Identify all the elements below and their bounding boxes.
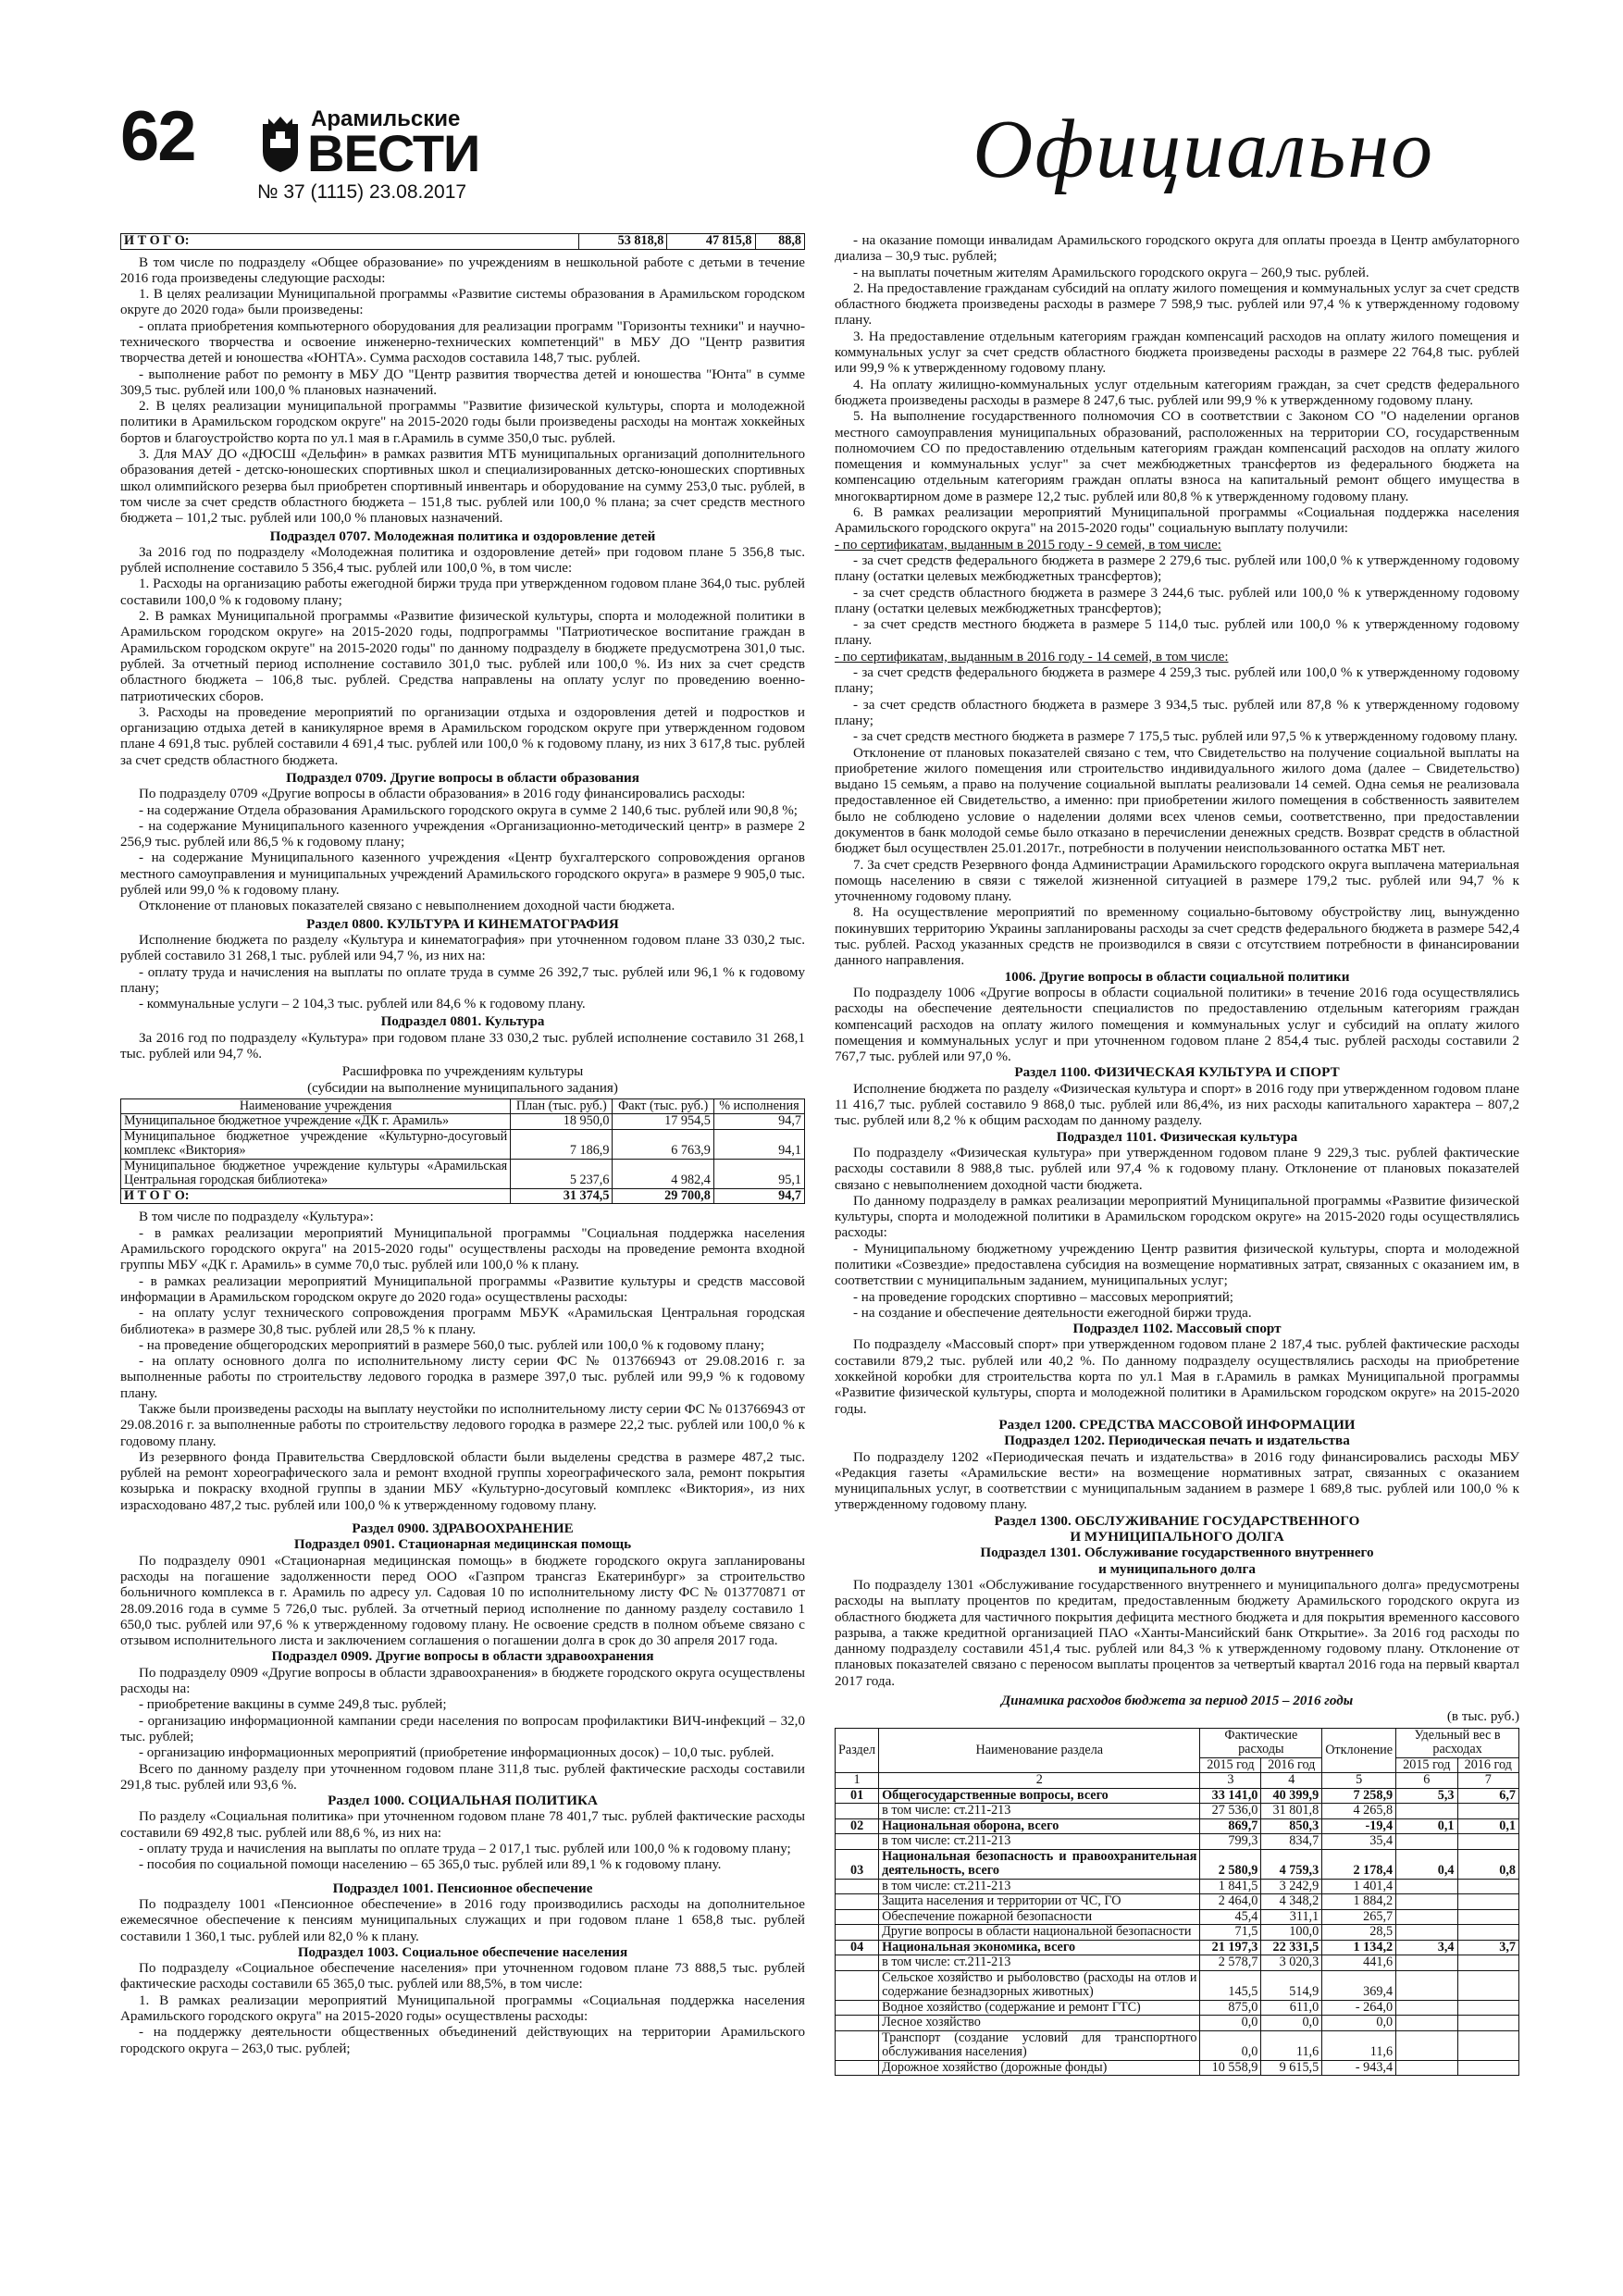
- section-title: Официально: [973, 104, 1434, 195]
- text-block-right-h: [835, 1450, 1519, 1514]
- table-cell: 7 186,9: [511, 1129, 613, 1159]
- heading-1100: Раздел 1100. ФИЗИЧЕСКАЯ КУЛЬТУРА И СПОРТ: [1014, 1065, 1340, 1081]
- top-total-table: [120, 233, 805, 250]
- table-row: [836, 1804, 1519, 1819]
- text-block-left-e: [120, 1031, 805, 1063]
- heading-0900: Раздел 0900. ЗДРАВООХРАНЕНИЕ: [352, 1521, 574, 1537]
- paragraph: 4. На оплату жилищно-коммунальных услуг отдельным категориям граждан, за счет средств федерального бюджета произведены расходы в размере 8 247,6 тыс. рублей или 99,9 % к утвержденному годовому плану.: [835, 377, 1519, 408]
- table-cell: Муниципальное бюджетное учреждение «Культурно-досуговый комплекс «Виктория»: [121, 1129, 511, 1159]
- table-cell: [1396, 2000, 1457, 2016]
- paragraph: - коммунальные услуги – 2 104,3 тыс. рублей или 84,6 % к годовому плану.: [139, 997, 586, 1012]
- table-row: [836, 1788, 1519, 1804]
- top-total-v2: 47 815,8: [667, 234, 755, 250]
- paragraph: 5. На выполнение государственного полномочия СО в соответствии с Законом СО "О наделении органов местного самоуправления муниципальных образований, расположенных на территории СО, государственным полномочием СО по предоставлению отдельным категориям граждан компенсаций расходов на оплату жилого помещения и коммунальных услуг" за счет межбюджетных трансфертов из федерального бюджета на компенсацию отдельным категориям граждан оплаты взноса на капитальный ремонт общего имущества в многоквартирном доме в размере 12,2 тыс. рублей или 80,8 % к утвержденному годовому плану.: [835, 409, 1519, 504]
- paragraph: - на проведение городских спортивно – массовых мероприятий;: [853, 1289, 1234, 1305]
- text-block-left-k: [120, 1961, 805, 2057]
- table-cell: 0,0: [1200, 2016, 1261, 2031]
- paragraph: 8. На осуществление мероприятий по временному социально-бытовому обустройству лиц, вынужденно покинувших территорию Украины запланированы расходы за счет средств федерального бюджета в размере 542,4 тыс. рублей. Расход указанных средств не производился в связи с отсутствием потребности в финансировании данного направления.: [835, 905, 1519, 969]
- table-cell: 311,1: [1261, 1909, 1322, 1925]
- table-cell: 21 197,3: [1200, 1940, 1261, 1955]
- paragraph: - на поддержку деятельности общественных объединений действующих на территории Арамильского городского округа – 263,0 тыс. рублей;: [120, 2025, 805, 2056]
- table-cell: в том числе: ст.211-213: [879, 1804, 1200, 1819]
- table-cell: Защита населения и территории от ЧС, ГО: [879, 1894, 1200, 1910]
- heading-1300-line2: И МУНИЦИПАЛЬНОГО ДОЛГА: [1070, 1530, 1284, 1545]
- table-cell: Транспорт (создание условий для транспортного обслуживания населения): [879, 2030, 1200, 2060]
- table-cell: 2 578,7: [1200, 1955, 1261, 1971]
- dyn-colnum: 3: [1200, 1773, 1261, 1789]
- culture-header-fact: Факт (тыс. руб.): [613, 1098, 713, 1114]
- table-cell: 1 841,5: [1200, 1879, 1261, 1894]
- paragraph: 1. В целях реализации Муниципальной программы «Развитие системы образования в Арамильском городском округе до 2020 года» были произведены:: [120, 287, 805, 318]
- culture-total-fact: 29 700,8: [613, 1188, 713, 1204]
- dyn-colnum: 4: [1261, 1773, 1322, 1789]
- table-cell: Другие вопросы в области национальной безопасности: [879, 1925, 1200, 1941]
- text-block-left-g: [120, 1554, 805, 1650]
- table-cell: в том числе: ст.211-213: [879, 1834, 1200, 1850]
- dyn-header-y2016: 2016 год: [1261, 1757, 1322, 1773]
- table-cell: [1396, 1834, 1457, 1850]
- table-cell: [1396, 1955, 1457, 1971]
- paragraph: 7. За счет средств Резервного фонда Администрации Арамильского городского округа выплачена материальная помощь населению в связи с тяжелой жизненной ситуацией в размере 179,2 тыс. рублей или 94,7 % к уточненному годовому плану.: [835, 857, 1519, 905]
- table-cell: Лесное хозяйство: [879, 2016, 1200, 2031]
- table-cell: [1396, 1909, 1457, 1925]
- table-row: [836, 1894, 1519, 1910]
- dyn-header-dev: Отклонение: [1322, 1728, 1396, 1773]
- paragraph: 1. В рамках реализации мероприятий Муниципальной программы «Социальная поддержка населения Арамильского городского округа" на 2015-2020 годы» осуществлены расходы:: [120, 1992, 805, 2024]
- text-block-right-a: [835, 233, 1519, 538]
- heading-1202: Подраздел 1202. Периодическая печать и издательства: [1004, 1433, 1350, 1449]
- paragraph: За 2016 год по подразделу «Культура» при годовом плане 33 030,2 тыс. рублей исполнение составило 31 268,1 тыс. рублей или 94,7 %.: [120, 1030, 805, 1062]
- dyn-header-razdel: Раздел: [836, 1728, 879, 1773]
- table-row: [836, 2060, 1519, 2076]
- table-cell: 45,4: [1200, 1909, 1261, 1925]
- heading-1101: Подраздел 1101. Физическая культура: [1056, 1129, 1298, 1145]
- dyn-header-s2015: 2015 год: [1396, 1757, 1457, 1773]
- paragraph: По подразделу 1001 «Пенсионное обеспечение» в 2016 году производились расходы на дополнительное ежемесячное обеспечение к пенсиям муниципальных служащих и при годовом плане 1 658,8 тыс. рублей составили 1 360,1 тыс. рублей или 82,0 % к плану.: [120, 1896, 805, 1944]
- table-cell: - 943,4: [1322, 2060, 1396, 2076]
- table-cell: 4 759,3: [1261, 1849, 1322, 1879]
- paragraph: - в рамках реализации мероприятий Муниципальной программы "Социальная поддержка населения Арамильского городского округа" на 2015-2020 годы" осуществлены расходы на проведение ремонта входной группы МБУ «ДК г. Арамиль» в сумме 70,0 тыс. рублей или 100,0 % к плану.: [120, 1225, 805, 1273]
- table-cell: 04: [836, 1940, 879, 1955]
- table-cell: [1457, 2030, 1518, 2060]
- paragraph: 2. В целях реализации муниципальной программы "Развитие физической культуры, спорта и молодежной политики в Арамильском городском округе" на 2015-2020 годы были произведены расходы на монтаж хоккейных бортов и благоустройство корта по ул.1 мая в г.Арамиль в сумме 350,0 тыс. рублей.: [120, 399, 805, 446]
- table-cell: 4 982,4: [613, 1159, 713, 1188]
- table-cell: 1 884,2: [1322, 1894, 1396, 1910]
- table-cell: 28,5: [1322, 1925, 1396, 1941]
- table-cell: [1457, 1834, 1518, 1850]
- paragraph: - выполнение работ по ремонту в МБУ ДО "Центр развития творчества детей и юношества "Юнта" в сумме 309,5 тыс. рублей или 100,0 % плановых назначений.: [120, 366, 805, 398]
- dyn-colnum: 6: [1396, 1773, 1457, 1789]
- heading-0800: Раздел 0800. КУЛЬТУРА И КИНЕМАТОГРАФИЯ: [306, 916, 619, 932]
- table-cell: 0,0: [1261, 2016, 1322, 2031]
- table-row: [121, 1129, 805, 1159]
- paragraph: По подразделу 0909 «Другие вопросы в области здравоохранения» в бюджете городского округа осуществлены расходы на:: [120, 1665, 805, 1697]
- table-cell: 869,7: [1200, 1818, 1261, 1834]
- table-cell: [1396, 2016, 1457, 2031]
- paragraph: По подразделу «Физическая культура» при утвержденном годовом плане 9 229,3 тыс. рублей фактические расходы составили 8 988,8 тыс. рублей или 97,4 % к годовому плану. Отклонение от плановых показателей связано с невыполнением доходной части бюджета.: [835, 1145, 1519, 1193]
- table-cell: Обеспечение пожарной безопасности: [879, 1909, 1200, 1925]
- masthead: [120, 97, 1508, 203]
- dyn-colnum: 5: [1322, 1773, 1396, 1789]
- paragraph: - пособия по социальной помощи населению – 65 365,0 тыс. рублей или 89,1 % к годовому плану.: [139, 1857, 722, 1873]
- table-row: [836, 2016, 1519, 2031]
- table-cell: 0,8: [1457, 1849, 1518, 1879]
- dyn-header-name: Наименование раздела: [879, 1728, 1200, 1773]
- table-cell: Национальная безопасность и правоохранительная деятельность, всего: [879, 1849, 1200, 1879]
- dynamics-units: (в тыс. руб.): [1446, 1709, 1519, 1725]
- paragraph: - на содержание Муниципального казенного учреждения «Организационно-методический центр» в размере 2 256,9 тыс. рублей или 86,5 % к годовому плану;: [120, 818, 805, 850]
- dynamics-caption: Динамика расходов бюджета за период 2015 – 2016 годы: [1000, 1694, 1354, 1709]
- paragraph: - организацию информационных мероприятий (приобретение информационных досок) – 10,0 тыс. рублей.: [139, 1745, 774, 1761]
- table-cell: 4 265,8: [1322, 1804, 1396, 1819]
- culture-total-label: И Т О Г О:: [121, 1188, 511, 1204]
- culture-header-pct: % исполнения: [713, 1098, 804, 1114]
- table-cell: [1457, 1909, 1518, 1925]
- table-cell: [1457, 1925, 1518, 1941]
- table-cell: [836, 1955, 879, 1971]
- table-row: [836, 2000, 1519, 2016]
- table-cell: 145,5: [1200, 1970, 1261, 2000]
- paragraph: - на оплату услуг технического сопровождения программ МБУК «Арамильская Центральная городская библиотека» в размере 30,8 тыс. рублей или 28,5 % к плану.: [120, 1306, 805, 1337]
- paragraph: - в рамках реализации мероприятий Муниципальной программы «Развитие культуры и средств массовой информации в Арамильском городском округе до 2020 года» осуществлены расходы:: [120, 1273, 805, 1305]
- dyn-header-share: Удельный вес в расходах: [1396, 1728, 1519, 1757]
- table-cell: [836, 1925, 879, 1941]
- paragraph: 2. На предоставление гражданам субсидий на оплату жилого помещения и коммунальных услуг за счет средств областного бюджета произведены расходы в размере 7 598,9 тыс. рублей или 97,4 % к утвержденному годовому плану.: [835, 280, 1519, 329]
- table-cell: [836, 1894, 879, 1910]
- heading-0707: Подраздел 0707. Молодежная политика и оздоровление детей: [269, 528, 656, 544]
- paragraph: - за счет средств областного бюджета в размере 3 934,5 тыс. рублей или 87,8 % к утвержденному годовому плану;: [835, 697, 1519, 728]
- paragraph: По подразделу 0901 «Стационарная медицинская помощь» в бюджете городского округа запланированы расходы на погашение задолженности перед ООО «Газпром трансгаз Екатеринбург» за строительство больничного комплекса в г. Арамиль по адресу ул. Садовая 10 по исполнительному листу ФС № 013770871 от 28.09.2016 года в сумме 5 726,0 тыс. рублей. За отчетный период исполнение по данному разделу составило 1 650,0 тыс. рублей или 97,6 % к утвержденному годовому плану. Не освоение средств в полном объеме связано с отзывом исполнительного листа и заключением соглашения о погашении долга в срок до 30 апреля 2017 года.: [120, 1553, 805, 1649]
- text-block-left-d: [120, 933, 805, 1012]
- newspaper-logo: [259, 107, 481, 181]
- culture-caption-1: Расшифровка по учреждениям культуры: [341, 1064, 584, 1080]
- logo-top-text: Арамильские: [311, 106, 461, 131]
- text-block-left-b: [120, 545, 805, 769]
- left-column: [120, 233, 805, 2057]
- heading-1301-line2: и муниципального долга: [1098, 1561, 1256, 1577]
- certificates-2016: - по сертификатам, выданным в 2016 году - 14 семей, в том числе:: [835, 649, 1229, 664]
- table-cell: 369,4: [1322, 1970, 1396, 2000]
- table-cell: 9 615,5: [1261, 2060, 1322, 2076]
- table-cell: 2 178,4: [1322, 1849, 1396, 1879]
- table-cell: 71,5: [1200, 1925, 1261, 1941]
- table-cell: 17 954,5: [613, 1114, 713, 1130]
- culture-header-name: Наименование учреждения: [121, 1098, 511, 1114]
- right-column: [835, 233, 1519, 2076]
- text-block-left-a: [120, 255, 805, 527]
- table-cell: 33 141,0: [1200, 1788, 1261, 1804]
- logo-main-text: ВЕСТИ: [307, 124, 480, 182]
- table-cell: [1457, 1894, 1518, 1910]
- heading-1200: Раздел 1200. СРЕДСТВА МАССОВОЙ ИНФОРМАЦИИ: [998, 1417, 1356, 1433]
- table-cell: [836, 1970, 879, 2000]
- paragraph: - на оплату основного долга по исполнительному листу серии ФС № 013766943 от 29.08.2016 г. за выполненные работы по строительству ледового городка в размере 397,0 тыс. рублей или 99,9 % к годовому плану.: [120, 1354, 805, 1401]
- table-cell: Национальная экономика, всего: [879, 1940, 1200, 1955]
- table-cell: 27 536,0: [1200, 1804, 1261, 1819]
- heading-1006: 1006. Другие вопросы в области социальной политики: [1004, 969, 1350, 985]
- paragraph: - за счет средств местного бюджета в размере 5 114,0 тыс. рублей или 100,0 % к утвержденному годовому плану.: [835, 617, 1519, 649]
- heading-1003: Подраздел 1003. Социальное обеспечение населения: [297, 1944, 628, 1960]
- table-cell: 834,7: [1261, 1834, 1322, 1850]
- paragraph: 6. В рамках реализации мероприятий Муниципальной программы «Социальная поддержка населения Арамильского городского округа" на 2015-2020 годы" социальную выплату получили:: [835, 505, 1519, 537]
- culture-total-pct: 94,7: [713, 1188, 804, 1204]
- table-row: [836, 1909, 1519, 1925]
- table-cell: [836, 1804, 879, 1819]
- table-row: [836, 1834, 1519, 1850]
- paragraph: Отклонение от плановых показателей связано с тем, что Свидетельство на получение социальной выплаты на приобретение жилого помещения или строительство индивидуального жилого дома (далее – Свидетельство) выдано 15 семьям, а право на получение социальной выплаты реализовали 14 семей. Одна семья не реализовала предоставленное ей Свидетельство, а именно: при приобретении жилого помещения в собственность заявителем было не соблюдено условие о наделении долями всех членов семьи, соответственно, при предоставлении документов в банк молодой семье было отказано в перечислении денежных средств. Возврат средств в областной бюджет был осуществлен 25.01.2017г., потребности в получении неиспользованного остатка МБТ нет.: [835, 745, 1519, 857]
- table-cell: [1396, 2060, 1457, 2076]
- paragraph: По подразделу 1301 «Обслуживание государственного внутреннего и муниципального долга» предусмотрены расходы на выплату процентов по кредитам, предоставленным бюджету Арамильского городского округа из областного бюджета для частичного покрытия дефицита местного бюджета и для покрытия временного кассового разрыва, а также кредитной организацией ПАО «Ханты-Мансийский банк Открытие». За 2016 год расходы по данному подразделу составили 451,4 тыс. рублей или 84,3 % к утвержденному годовому плану. Отклонение от плановых показателей связано с переносом выплаты процентов за четвертый квартал 2016 года на первый квартал 2017 года.: [835, 1577, 1519, 1689]
- table-cell: 01: [836, 1788, 879, 1804]
- table-cell: 7 258,9: [1322, 1788, 1396, 1804]
- heading-1300-line1: Раздел 1300. ОБСЛУЖИВАНИЕ ГОСУДАРСТВЕННОГО: [994, 1513, 1360, 1529]
- table-cell: 1 401,4: [1322, 1879, 1396, 1894]
- paragraph: Из резервного фонда Правительства Свердловской области были выделены средства в размере 487,2 тыс. рублей на ремонт хореографического зала и ремонт входной группы хореографического зала, ремонт покрытия козырька и покраску входной группы в здании МБУ «Культурно-досуговый комплекс «Виктория», из них израсходовано 487,2 тыс. рублей или 100,0 % к утвержденному годовому плану.: [120, 1449, 805, 1513]
- heading-0801: Подраздел 0801. Культура: [380, 1014, 545, 1030]
- dyn-header-s2016: 2016 год: [1457, 1757, 1518, 1773]
- certificates-2015: - по сертификатам, выданным в 2015 году - 9 семей, в том числе:: [835, 537, 1221, 552]
- table-cell: [836, 1834, 879, 1850]
- table-cell: [1396, 1925, 1457, 1941]
- table-cell: 100,0: [1261, 1925, 1322, 1941]
- table-cell: 0,4: [1396, 1849, 1457, 1879]
- text-block-right-b: [835, 553, 1519, 650]
- table-cell: [1457, 1804, 1518, 1819]
- dyn-colnum: 2: [879, 1773, 1200, 1789]
- table-cell: в том числе: ст.211-213: [879, 1879, 1200, 1894]
- paragraph: По подразделу 1202 «Периодическая печать и издательства» в 2016 году финансировались расходы МБУ «Редакция газеты «Арамильские вести» на возмещение нормативных затрат, связанных с оказанием муниципальных услуг, в соответствии с муниципальным заданием в размере 1 689,8 тыс. рублей или 100,0 % к утвержденному годовому плану.: [835, 1449, 1519, 1513]
- text-block-right-i: [835, 1578, 1519, 1690]
- paragraph: Отклонение от плановых показателей связано с невыполнением доходной части бюджета.: [139, 899, 675, 914]
- table-cell: [1396, 1894, 1457, 1910]
- culture-table: [120, 1098, 805, 1205]
- heading-1000: Раздел 1000. СОЦИАЛЬНАЯ ПОЛИТИКА: [328, 1793, 598, 1809]
- table-cell: [836, 1909, 879, 1925]
- table-cell: [1396, 1970, 1457, 2000]
- table-cell: 03: [836, 1849, 879, 1879]
- paragraph: - за счет средств федерального бюджета в размере 4 259,3 тыс. рублей или 100,0 % к утвержденному годовому плану;: [835, 665, 1519, 697]
- table-cell: [1396, 2030, 1457, 2060]
- table-cell: 5,3: [1396, 1788, 1457, 1804]
- text-block-right-f: [835, 1146, 1519, 1322]
- table-cell: 94,1: [713, 1129, 804, 1159]
- table-cell: 850,3: [1261, 1818, 1322, 1834]
- table-cell: 2 580,9: [1200, 1849, 1261, 1879]
- table-cell: 0,1: [1457, 1818, 1518, 1834]
- text-block-right-g: [835, 1337, 1519, 1417]
- paragraph: - на создание и обеспечение деятельности ежегодной биржи труда.: [853, 1305, 1252, 1321]
- table-cell: Национальная оборона, всего: [879, 1818, 1200, 1834]
- table-cell: 31 801,8: [1261, 1804, 1322, 1819]
- text-block-left-j: [120, 1897, 805, 1945]
- table-cell: - 264,0: [1322, 2000, 1396, 2016]
- table-cell: 95,1: [713, 1159, 804, 1188]
- table-cell: [1457, 2060, 1518, 2076]
- table-cell: 0,0: [1200, 2030, 1261, 2060]
- page-number: 62: [120, 97, 195, 176]
- paragraph: - на проведение общегородских мероприятий в размере 560,0 тыс. рублей или 100,0 % к годовому плану;: [139, 1337, 765, 1353]
- paragraph: 3. Расходы на проведение мероприятий по организации отдыха и оздоровления детей и подростков и организацию отдыха детей в каникулярное время в Арамильском городском округе при утвержденном годовом плане 4 691,8 тыс. рублей составили 4 691,4 тыс. рублей или 100,0 % к годовому плану, из них 3 617,8 тыс. рублей за счет средств областного бюджета.: [120, 704, 805, 768]
- text-block-left-h: [120, 1666, 805, 1793]
- table-cell: 18 950,0: [511, 1114, 613, 1130]
- table-cell: [836, 2030, 879, 2060]
- table-row: [836, 1970, 1519, 2000]
- table-cell: 40 399,9: [1261, 1788, 1322, 1804]
- table-row: [836, 1849, 1519, 1879]
- table-cell: 22 331,5: [1261, 1940, 1322, 1955]
- paragraph: По данному подразделу в рамках реализации мероприятий Муниципальной программы «Развитие физической культуры, спорта и молодежной политики в Арамильском городском округе» на 2015-2020 годы осуществлялись расходы:: [835, 1193, 1519, 1241]
- table-cell: Водное хозяйство (содержание и ремонт ГТС): [879, 2000, 1200, 2016]
- paragraph: - на оказание помощи инвалидам Арамильского городского округа для оплаты проезда в Центр амбулаторного диализа – 30,9 тыс. рублей;: [835, 233, 1519, 265]
- paragraph: - Муниципальному бюджетному учреждению Центр развития физической культуры, спорта и молодежной политики «Созвездие» предоставлена субсидия на возмещение нормативных затрат, связанных с оказанием им, в соответствии с муниципальным заданием, муниципальных услуг;: [835, 1241, 1519, 1289]
- table-cell: 94,7: [713, 1114, 804, 1130]
- heading-1102: Подраздел 1102. Массовый спорт: [1072, 1322, 1282, 1337]
- table-cell: Сельское хозяйство и рыболовство (расходы на отлов и содержание безнадзорных животных): [879, 1970, 1200, 2000]
- table-cell: 4 348,2: [1261, 1894, 1322, 1910]
- paragraph: По подразделу «Массовый спорт» при утвержденном годовом плане 2 187,4 тыс. рублей фактические расходы составили 879,2 тыс. рублей или 40,2 %. По данному подразделу осуществлялись расходы на приобретение хоккейной коробки для строительства корта по ул.1 Мая в г.Арамиль в рамках Муниципальной программы «Развитие физической культуры, спорта и молодежной политики в Арамильском городском округе» на 2015-2020 годы.: [835, 1337, 1519, 1417]
- table-cell: Дорожное хозяйство (дорожные фонды): [879, 2060, 1200, 2076]
- heading-1301-line1: Подраздел 1301. Обслуживание государственного внутреннего: [980, 1545, 1374, 1561]
- top-total-v3: 88,8: [755, 234, 805, 250]
- paragraph: - за счет средств федерального бюджета в размере 2 279,6 тыс. рублей или 100,0 % к утвержденному годовому плану (остатки целевых межбюджетных трансфертов);: [835, 552, 1519, 585]
- paragraph: - оплата приобретения компьютерного оборудования для реализации программ "Горизонты техники" и научно-технического творчества и освоение инженерно-технических компетенций" в МБУ ДО "Центр развития творчества детей и юношества «ЮНТА». Сумма расходов составила 148,7 тыс. рублей.: [120, 318, 805, 366]
- paragraph: Исполнение бюджета по разделу «Культура и кинематография» при уточненном годовом плане 33 030,2 тыс. рублей составило 31 268,1 тыс. рублей или 94,7 %, из них на:: [120, 932, 805, 964]
- table-cell: [1457, 2000, 1518, 2016]
- text-block-right-d: [835, 986, 1519, 1065]
- issue-info: № 37 (1115) 23.08.2017: [257, 181, 467, 203]
- culture-header-plan: План (тыс. руб.): [511, 1098, 613, 1114]
- paragraph: - на выплаты почетным жителям Арамильского городского округа – 260,9 тыс. рублей.: [853, 265, 1369, 280]
- table-cell: [836, 1879, 879, 1894]
- table-row: [121, 1159, 805, 1188]
- table-cell: 35,4: [1322, 1834, 1396, 1850]
- paragraph: В том числе по подразделу «Культура»:: [139, 1210, 374, 1225]
- paragraph: 3. На предоставление отдельным категориям граждан компенсаций расходов на оплату жилого помещения и коммунальных услуг за счет средств областного бюджета произведены расходы в размере 22 764,8 тыс. рублей или 99,9 % к утвержденному годовому плану.: [835, 329, 1519, 377]
- text-block-left-c: [120, 787, 805, 914]
- paragraph: - организацию информационной кампании среди населения по вопросам профилактики ВИЧ-инфекций – 32,0 тыс. рублей;: [120, 1713, 805, 1744]
- table-cell: Муниципальное бюджетное учреждение культуры «Арамильская Центральная городская библиотека»: [121, 1159, 511, 1188]
- table-cell: [836, 2016, 879, 2031]
- text-block-left-f: [120, 1210, 805, 1514]
- paragraph: - оплату труда и начисления на выплаты по оплате труда в сумме 26 392,7 тыс. рублей или 96,1 % к годовому плану;: [120, 964, 805, 996]
- paragraph: Всего по данному разделу при уточненном годовом плане 311,8 тыс. рублей фактические расходы составили 291,8 тыс. рублей или 93,6 %.: [120, 1761, 805, 1793]
- dyn-header-fact: Фактические расходы: [1200, 1728, 1322, 1757]
- table-row: [836, 1955, 1519, 1971]
- paragraph: - на содержание Отдела образования Арамильского городского округа в сумме 2 140,6 тыс. рублей или 90,8 %;: [139, 802, 798, 818]
- table-cell: 3,4: [1396, 1940, 1457, 1955]
- top-total-label: И Т О Г О:: [121, 234, 579, 250]
- table-cell: 0,0: [1322, 2016, 1396, 2031]
- table-cell: 611,0: [1261, 2000, 1322, 2016]
- paragraph: - на содержание Муниципального казенного учреждения «Центр бухгалтерского сопровождения органов местного самоуправления и муниципальных учреждений Арамильского городского округа» в размере 9 905,0 тыс. рублей или 99,0 % к годовому плану.: [120, 850, 805, 899]
- table-cell: в том числе: ст.211-213: [879, 1955, 1200, 1971]
- table-row: [836, 2030, 1519, 2060]
- table-cell: 10 558,9: [1200, 2060, 1261, 2076]
- heading-1001: Подраздел 1001. Пенсионное обеспечение: [332, 1880, 593, 1896]
- table-cell: 3 020,3: [1261, 1955, 1322, 1971]
- paragraph: В том числе по подразделу «Общее образование» по учреждениям в нешкольной работе с детьми в течение 2016 года произведены следующие расходы:: [120, 254, 805, 286]
- table-cell: 441,6: [1322, 1955, 1396, 1971]
- table-cell: 514,9: [1261, 1970, 1322, 2000]
- table-cell: [836, 2060, 879, 2076]
- table-cell: [1457, 2016, 1518, 2031]
- table-cell: 6,7: [1457, 1788, 1518, 1804]
- text-block-left-i: [120, 1809, 805, 1873]
- table-row: [836, 1879, 1519, 1894]
- table-cell: Общегосударственные вопросы, всего: [879, 1788, 1200, 1804]
- heading-0709: Подраздел 0709. Другие вопросы в области образования: [286, 771, 639, 786]
- culture-caption-2: (субсидии на выполнение муниципального задания): [307, 1080, 618, 1096]
- table-row: [836, 1818, 1519, 1834]
- text-block-right-e: [835, 1082, 1519, 1130]
- table-cell: 11,6: [1322, 2030, 1396, 2060]
- paragraph: - за счет средств местного бюджета в размере 7 175,5 тыс. рублей или 97,5 % к утвержденному годовому плану.: [853, 729, 1518, 745]
- table-cell: [1396, 1879, 1457, 1894]
- dyn-header-y2015: 2015 год: [1200, 1757, 1261, 1773]
- table-row: [836, 1940, 1519, 1955]
- table-cell: -19,4: [1322, 1818, 1396, 1834]
- table-cell: 1 134,2: [1322, 1940, 1396, 1955]
- table-cell: 265,7: [1322, 1909, 1396, 1925]
- table-cell: 6 763,9: [613, 1129, 713, 1159]
- top-total-v1: 53 818,8: [579, 234, 667, 250]
- table-cell: 11,6: [1261, 2030, 1322, 2060]
- paragraph: По подразделу «Социальное обеспечение населения» при уточненном годовом плане 73 888,5 тыс. рублей фактические расходы составили 65 365,0 тыс. рублей или 88,5%, в том числе:: [120, 1961, 805, 1992]
- paragraph: 3. Для МАУ ДО «ДЮСШ «Дельфин» в рамках развития МТБ муниципальных организаций дополнительного образования детей - детско-юношеских спортивных школ и специализированных детско-юношеских спортивных школ олимпийского резерва был приобретен спортивный инвентарь и оборудование на сумму 253,0 тыс. рублей, в том числе за счет средств областного бюджета – 151,8 тыс. рублей или 100,0 % плана; за счет средств местного бюджета – 101,2 тыс. рублей или 100,0 % плановых назначений.: [120, 447, 805, 527]
- table-cell: 02: [836, 1818, 879, 1834]
- table-cell: [1457, 1879, 1518, 1894]
- table-cell: 5 237,6: [511, 1159, 613, 1188]
- table-cell: 2 464,0: [1200, 1894, 1261, 1910]
- paragraph: По разделу «Социальная политика» при уточненном годовом плане 78 401,7 тыс. рублей фактические расходы составили 69 492,8 тыс. рублей или 88,6 %, из них на:: [120, 1809, 805, 1841]
- dyn-colnum: 1: [836, 1773, 879, 1789]
- coat-of-arms-icon: [259, 115, 302, 174]
- paragraph: Также были произведены расходы на выплату неустойки по исполнительному листу серии ФС № 013766943 от 29.08.2016 г. за выполненные работы по строительству ледового городка в размере 22,2 тыс. рублей или 100,0 % к годовому плану.: [120, 1402, 805, 1449]
- heading-0901: Подраздел 0901. Стационарная медицинская помощь: [293, 1537, 632, 1553]
- paragraph: За 2016 год по подразделу «Молодежная политика и оздоровление детей» при годовом плане 5 356,8 тыс. рублей исполнение составило 5 356,4 тыс. рублей или 100,0 %, в том числе:: [120, 544, 805, 577]
- paragraph: По подразделу 0709 «Другие вопросы в области образования» в 2016 году финансировались расходы:: [139, 787, 746, 802]
- paragraph: - за счет средств областного бюджета в размере 3 244,6 тыс. рублей или 100,0 % к утвержденному годовому плану (остатки целевых межбюджетных трансфертов);: [835, 585, 1519, 616]
- table-cell: [1457, 1955, 1518, 1971]
- heading-0909: Подраздел 0909. Другие вопросы в области здравоохранения: [271, 1649, 654, 1665]
- paragraph: - приобретение вакцины в сумме 249,8 тыс. рублей;: [139, 1697, 447, 1713]
- dyn-colnum: 7: [1457, 1773, 1518, 1789]
- table-cell: [836, 2000, 879, 2016]
- table-row: [121, 1114, 805, 1130]
- table-cell: Муниципальное бюджетное учреждение «ДК г. Арамиль»: [121, 1114, 511, 1130]
- table-cell: [1457, 1970, 1518, 2000]
- culture-rows: [121, 1114, 805, 1189]
- dynamics-table: [835, 1728, 1519, 2077]
- table-cell: 3 242,9: [1261, 1879, 1322, 1894]
- culture-total-plan: 31 374,5: [511, 1188, 613, 1204]
- table-cell: 799,3: [1200, 1834, 1261, 1850]
- table-row: [836, 1925, 1519, 1941]
- table-cell: 0,1: [1396, 1818, 1457, 1834]
- paragraph: По подразделу 1006 «Другие вопросы в области социальной политики» в течение 2016 года осуществлялись расходы на обеспечение деятельности специалистов по предоставлению отдельным категориям граждан компенсаций расходов на оплату жилого помещения и коммунальных услуг и субсидий на оплату жилого помещения и коммунальных услуг и при уточненном годовом плане 2 854,4 тыс. рублей расходы составили 2 767,7 тыс. рублей или 97,0 %.: [835, 985, 1519, 1065]
- paragraph: - оплату труда и начисления на выплаты по оплате труда – 2 017,1 тыс. рублей или 100,0 % к годовому плану;: [139, 1842, 791, 1857]
- text-block-right-c: [835, 665, 1519, 970]
- paragraph: 1. Расходы на организацию работы ежегодной биржи труда при утвержденном годовом плане 364,0 тыс. рублей составили 100,0 % к годовому плану;: [120, 577, 805, 608]
- table-cell: 875,0: [1200, 2000, 1261, 2016]
- table-cell: 3,7: [1457, 1940, 1518, 1955]
- dynamics-rows: [836, 1788, 1519, 2076]
- paragraph: Исполнение бюджета по разделу «Физическая культура и спорт» в 2016 году при утвержденном годовом плане 11 416,7 тыс. рублей составило 9 868,0 тыс. рублей или 86,4%, из них расходы капитального характера – 807,2 тыс. рублей или 8,2 % к общим расходам по данному разделу.: [835, 1081, 1519, 1129]
- paragraph: 2. В рамках Муниципальной программы «Развитие физической культуры, спорта и молодежной политики в Арамильском городском округе» на 2015-2020 годы, подпрограммы "Патриотическое воспитание граждан в Арамильском городском округе" на 2015-2020 годы" по данному подразделу в бюджете предусмотрена 301,0 тыс. рублей. За отчетный период исполнение составило 301,0 тыс. рублей или 100,0 %. Из них за счет средств областного бюджета – 106,8 тыс. рублей. Средства направлены на оплату услуг по проведению военно-патриотических сборов.: [120, 609, 805, 704]
- table-cell: [1396, 1804, 1457, 1819]
